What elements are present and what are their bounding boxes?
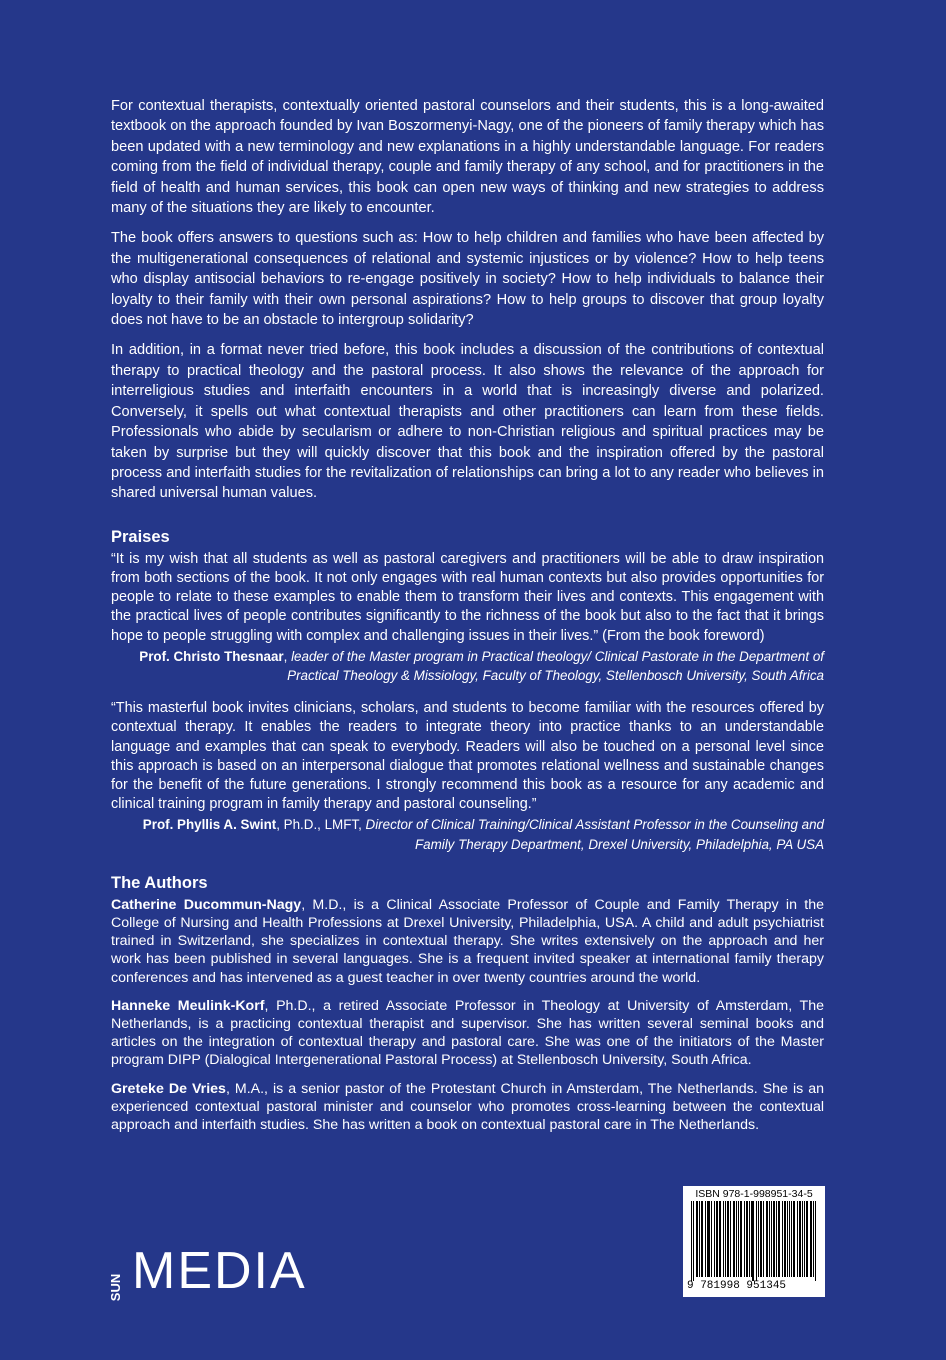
barcode-bar: [761, 1201, 762, 1277]
barcode-bar: [767, 1201, 768, 1277]
barcode-bar: [807, 1201, 808, 1277]
author-bio-text: , M.A., is a senior pastor of the Protestant Church in Amsterdam, The Netherlands. She is an experienced contextual pastoral minister and counselor who promotes cross-learning between the contextual approach and interfaith studies. She has written a book on contextual pastoral care in The Netherlands.: [111, 1080, 824, 1133]
barcode-bar: [734, 1201, 735, 1277]
back-cover-text: [111, 96, 824, 1144]
barcode-bar: [708, 1201, 709, 1277]
barcode-bar: [797, 1201, 798, 1277]
barcode-bar: [740, 1201, 741, 1277]
author-bio-2: [111, 997, 824, 1070]
barcode-bar: [813, 1201, 814, 1277]
author-bio-1: [111, 896, 824, 987]
barcode-bar: [784, 1201, 785, 1277]
praise-quote-1: “It is my wish that all students as well as pastoral caregivers and practitioners will be able to draw inspiration from both sections of the book. It not only engages with real human contexts but also provides opportunities for people to relate to these examples to enable them to transform their lives and contexts. This engagement with the practical lives of people contributes significantly to the richness of the book but also to the fact that it brings hope to people struggling with complex and challenging issues in their lives.” (From the book foreword): [111, 550, 824, 644]
barcode-bar: [702, 1201, 703, 1277]
praises-heading: Praises: [111, 527, 170, 546]
barcode-bar: [753, 1201, 754, 1281]
barcode-bar: [733, 1201, 734, 1277]
barcode-bar: [691, 1201, 692, 1281]
sun-media-logo: [108, 1242, 348, 1302]
barcode-bar: [720, 1201, 721, 1277]
barcode-bar: [789, 1201, 790, 1277]
praise-author-credentials: , Ph.D., LMFT,: [276, 817, 362, 833]
barcode-bar: [758, 1201, 759, 1277]
author-name: Greteke De Vries: [111, 1080, 226, 1097]
barcode-bar: [728, 1201, 729, 1277]
praise-attribution-2: [111, 815, 824, 853]
barcode-bar: [749, 1201, 750, 1277]
barcode-bar: [709, 1201, 710, 1277]
barcode-bar: [697, 1201, 698, 1277]
barcode-bar: [804, 1201, 805, 1277]
barcode-bar: [723, 1201, 724, 1277]
barcode-bar: [802, 1201, 803, 1277]
logo-media-text: MEDIA: [132, 1242, 307, 1300]
barcode-bars: [691, 1201, 817, 1281]
barcode-bar: [769, 1201, 770, 1277]
description-paragraph-1: For contextual therapists, contextually oriented pastoral counselors and their students, this is a long-awaited textbook on the approach founded by Ivan Boszormenyi-Nagy, one of the pioneers of family therapy which has been updated with a new terminology and new explanations in a highly understandable language. For readers coming from the field of individual therapy, couple and family therapy of any school, and for practitioners in the field of health and human services, this book can open new ways of thinking and new strategies to address many of the situations they are likely to encounter.: [111, 98, 824, 217]
author-bio-3: [111, 1080, 824, 1135]
barcode-bar: [756, 1201, 757, 1281]
barcode-bar: [699, 1201, 700, 1277]
praise-author-role: Director of Clinical Training/Clinical Assistant Professor in the Counseling and Family Therapy Department, Drexel University, Philadelphia, PA USA: [361, 817, 824, 852]
barcode-bar: [747, 1201, 748, 1277]
barcode-bar: [738, 1201, 739, 1277]
barcode-bar: [730, 1201, 731, 1277]
isbn-barcode: [683, 1186, 825, 1297]
barcode-bar: [701, 1201, 702, 1277]
barcode-bar: [806, 1201, 807, 1277]
barcode-bar: [794, 1201, 795, 1277]
barcode-bar: [736, 1201, 737, 1277]
barcode-bar: [793, 1201, 794, 1277]
barcode-bar: [744, 1201, 745, 1277]
barcode-bar: [760, 1201, 761, 1277]
barcode-bar: [716, 1201, 717, 1277]
barcode-bar: [773, 1201, 774, 1277]
barcode-bar: [693, 1201, 694, 1281]
barcode-bar: [771, 1201, 772, 1277]
barcode-bar: [711, 1201, 712, 1277]
logo-sun-word: [108, 1249, 124, 1302]
barcode-bar: [727, 1201, 728, 1277]
barcode-bar: [725, 1201, 726, 1277]
praise-author-name: Prof. Phyllis A. Swint: [142, 817, 277, 833]
barcode-bar: [779, 1201, 780, 1277]
barcode-bar: [811, 1201, 812, 1277]
author-name: Hanneke Meulink-Korf: [111, 997, 265, 1014]
barcode-bar: [752, 1201, 753, 1281]
barcode-bar: [778, 1201, 779, 1277]
barcode-bar: [815, 1201, 816, 1281]
barcode-bar: [810, 1201, 811, 1277]
barcode-bar: [785, 1201, 786, 1277]
praise-author-name: Prof. Christo Thesnaar: [139, 648, 284, 664]
barcode-bar: [751, 1201, 752, 1277]
logo-sun-text: SUN: [108, 1273, 124, 1302]
barcode-bar: [696, 1201, 697, 1277]
praise-author-role: leader of the Master program in Practical theology/ Clinical Pastorate in the Department of Practical Theology & Missiology, Faculty of Theology, Stellenbosch University, South Africa: [287, 648, 824, 683]
barcode-bar: [763, 1201, 764, 1277]
barcode-bar: [714, 1201, 715, 1277]
barcode-bar: [741, 1201, 742, 1277]
description-paragraph-3: In addition, in a format never tried before, this book includes a discussion of the contributions of contextual therapy to practical theology and the pastoral process. It also shows the relevance of the approach for interreligious studies and interfaith encounters in a world that is increasingly diverse and polarized. Conversely, it spells out what contextual therapists and other practitioners can learn from these fields. Professionals who abide by secularism or adhere to non-Christian religious and spiritual practices may be taken by surprise but they will quickly discover that this book and the inspiration offered by the pastoral process and interfaith studies for the revitalization of relationships can bring a lot to any reader who believes in shared universal human values.: [111, 342, 824, 502]
barcode-bar: [746, 1201, 747, 1277]
barcode-bar: [782, 1201, 783, 1277]
barcode-bar: [774, 1201, 775, 1277]
barcode-bar: [707, 1201, 708, 1277]
barcode-bar: [717, 1201, 718, 1277]
praise-quote-2: “This masterful book invites clinicians, scholars, and students to become familiar with the resources offered by contextual therapy. It enables the readers to integrate theory into practice thanks to an understandable language and examples that can speak to everybody. Readers will also be touched on a personal level since this approach is based on an interpersonal dialogue that promotes relational wellness and sustainable changes for the benefit of the future generations. I strongly recommend this book as a resource for any academic and clinical training program in family therapy and pastoral counseling.”: [111, 700, 824, 813]
praise-attribution-1: [111, 647, 824, 685]
barcode-bar: [766, 1201, 767, 1277]
isbn-label: ISBN 978-1-998951-34-5: [695, 1188, 813, 1200]
barcode-bar: [719, 1201, 720, 1277]
barcode-bar: [791, 1201, 792, 1277]
author-bio-text: , M.D., is a Clinical Associate Professor of Couple and Family Therapy in the College of Nursing and Health Professions at Drexel University, Philadelphia, USA. A child and adult psychiatrist trained in Switzerland, she specializes in contextual therapy. She writes extensively on the approach and her work has been published in several languages. She is a frequent invited speaker at international family therapy conferences and has intervened as a guest teacher in over twenty countries around the world.: [111, 896, 824, 986]
barcode-bar: [787, 1201, 788, 1277]
description-paragraph-2: The book offers answers to questions such as: How to help children and families who have been affected by the multigenerational consequences of relational and systemic injustices or by violence? How to help teens who display antisocial behaviors to re-engage positively in society? How to help individuals to balance their loyalty to their family with their own personal aspirations? How to help groups to discover that group loyalty does not have to be an obstacle to intergroup solidarity?: [111, 230, 824, 329]
praise-author-credentials: ,: [283, 648, 288, 664]
barcode-bar: [799, 1201, 800, 1277]
barcode-bar: [800, 1201, 801, 1277]
authors-heading: The Authors: [111, 873, 208, 892]
barcode-bar: [776, 1201, 777, 1277]
barcode-bar: [705, 1201, 706, 1277]
barcode-digits: 9 781998 951345: [687, 1280, 787, 1292]
author-bio-text: , Ph.D., a retired Associate Professor in Theology at University of Amsterdam, The Netherlands, is a practicing contextual therapist and supervisor. She has written several seminal books and articles on the integration of contextual therapy and pastoral care. She was one of the initiators of the Master program DIPP (Dialogical Intergenerational Pastoral Process) at Stellenbosch University, South Africa.: [111, 997, 825, 1069]
author-name: Catherine Ducommun-Nagy: [111, 896, 302, 913]
